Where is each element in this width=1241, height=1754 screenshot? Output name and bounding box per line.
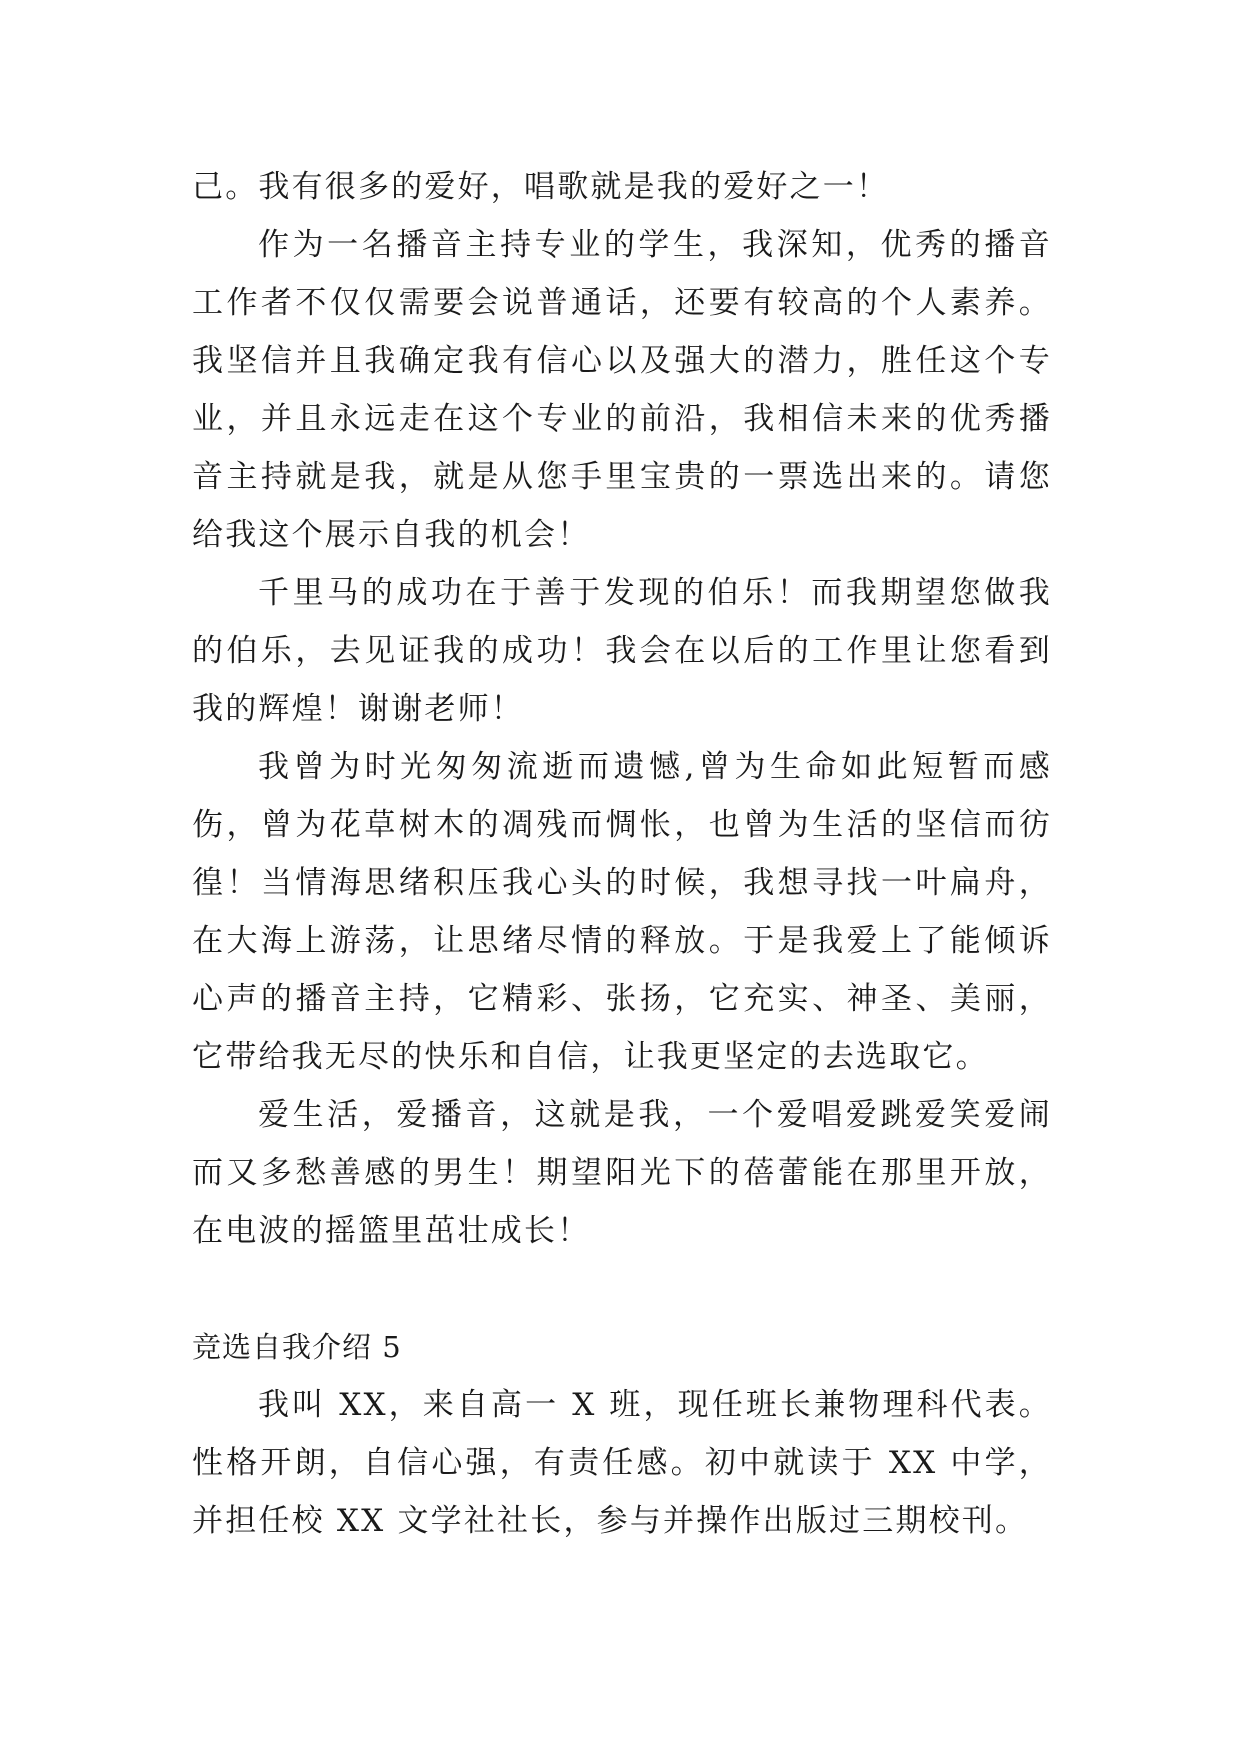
document-body bbox=[192, 158, 1052, 1550]
paragraph-major: 作为一名播音主持专业的学生，我深知，优秀的播音工作者不仅仅需要会说普通话，还要有较高的个人素养。我坚信并且我确定我有信心以及强大的潜力，胜任这个专业，并且永远走在这个专业的前沿，我相信未来的优秀播音主持就是我，就是从您手里宝贵的一票选出来的。请您给我这个展示自我的机会！ bbox=[192, 227, 1052, 553]
paragraph-reflection: 我曾为时光匆匆流逝而遗憾,曾为生命如此短暂而感伤，曾为花草树木的凋残而惆怅，也曾为生活的坚信而彷徨！当情海思绪积压我心头的时候，我想寻找一叶扁舟，在大海上游荡，让思绪尽情的释放。于是我爱上了能倾诉心声的播音主持，它精彩、张扬，它充实、神圣、美丽，它带给我无尽的快乐和自信，让我更坚定的去选取它。 bbox=[192, 749, 1052, 1075]
paragraph-hobbies: 己。我有很多的爱好，唱歌就是我的爱好之一！ bbox=[192, 169, 890, 205]
paragraph-love-broadcasting: 爱生活，爱播音，这就是我，一个爱唱爱跳爱笑爱闹而又多愁善感的男生！期望阳光下的蓓蕾能在那里开放，在电波的摇篮里茁壮成长！ bbox=[192, 1097, 1052, 1249]
paragraph-bole: 千里马的成功在于善于发现的伯乐！而我期望您做我的伯乐，去见证我的成功！我会在以后的工作里让您看到我的辉煌！谢谢老师！ bbox=[192, 575, 1052, 727]
section-heading: 竞选自我介绍 5 bbox=[192, 1330, 402, 1364]
paragraph-self-intro: 我叫 XX，来自高一 X 班，现任班长兼物理科代表。性格开朗，自信心强，有责任感。初中就读于 XX 中学，并担任校 XX 文学社社长，参与并操作出版过三期校刊。 bbox=[192, 1387, 1052, 1539]
